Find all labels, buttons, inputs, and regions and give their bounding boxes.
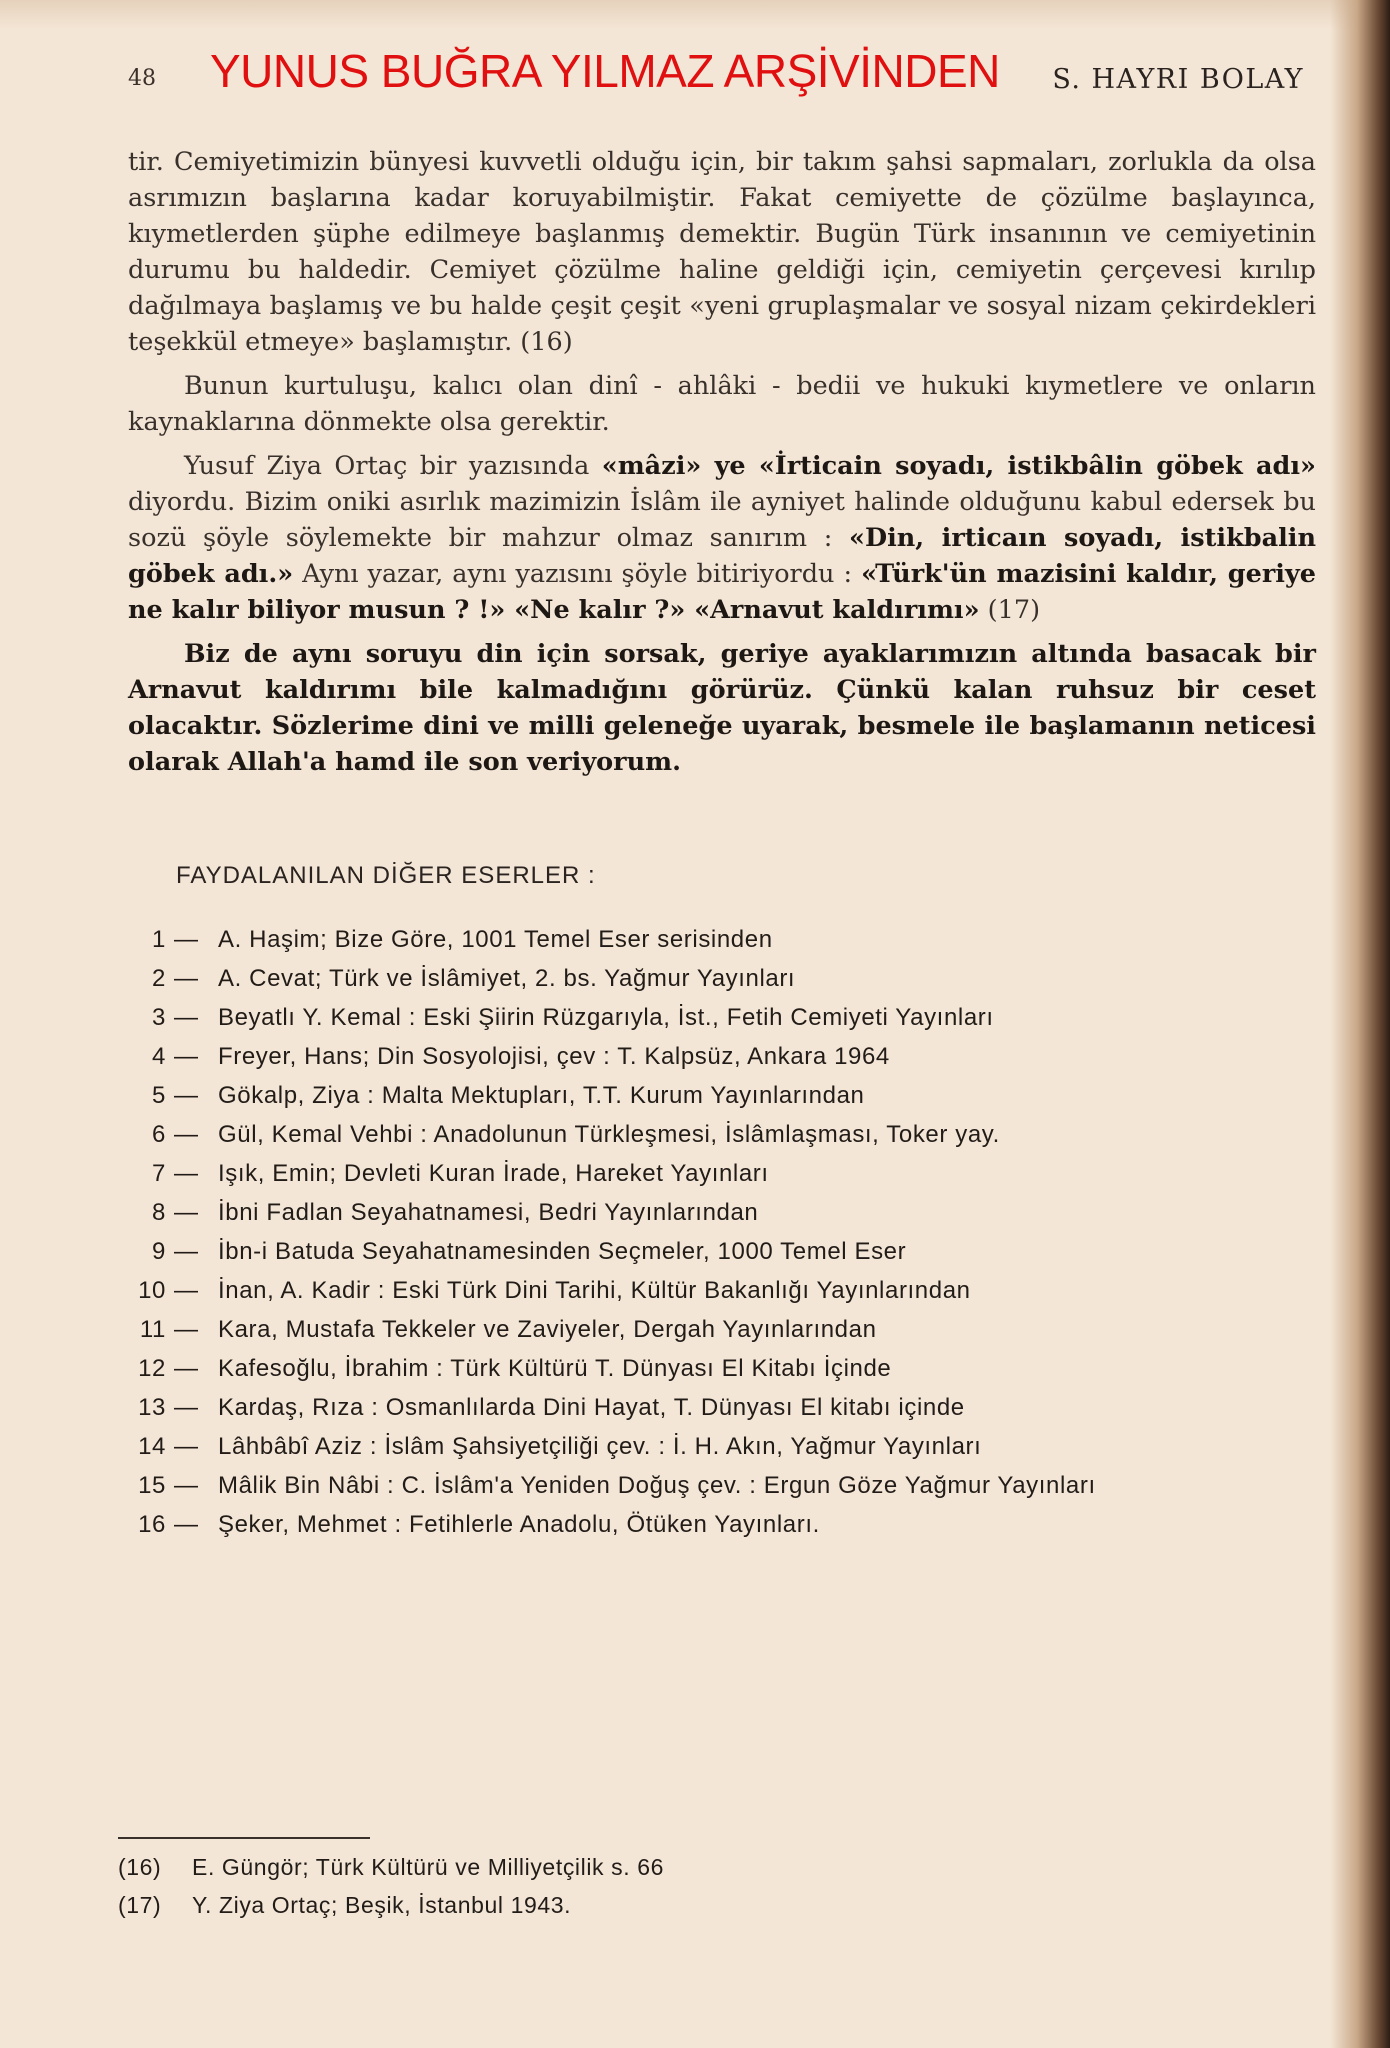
body-paragraph [128, 368, 1316, 440]
footnote-mark: (17) [118, 1892, 162, 1918]
text-run: Bunun kurtuluşu, kalıcı olan dinî - ahlâki - bedii ve hukuki kıymetlere ve onların kaynaklarına dönmekte olsa gerektir. [128, 371, 1316, 437]
bold-text: «mâzi» ye «İrticain soyadı, istikbâlin göbek adı» [601, 451, 1316, 481]
reference-dash: — [174, 1433, 199, 1460]
reference-item [130, 1076, 1310, 1115]
reference-number: 14 [138, 1433, 166, 1460]
reference-text: Kara, Mustafa Tekkeler ve Zaviyeler, Dergah Yayınlarından [218, 1316, 877, 1343]
reference-item [130, 998, 1310, 1037]
reference-dash: — [174, 1355, 199, 1382]
reference-item [130, 1115, 1310, 1154]
reference-text: Gül, Kemal Vehbi : Anadolunun Türkleşmesi, İslâmlaşması, Toker yay. [218, 1121, 1000, 1148]
reference-dash: — [174, 1277, 199, 1304]
reference-item [130, 1271, 1310, 1310]
body-paragraph [128, 636, 1316, 780]
reference-item [130, 1388, 1310, 1427]
text-run: Yusuf Ziya Ortaç bir yazısında [184, 451, 602, 481]
reference-text: Lâhbâbî Aziz : İslâm Şahsiyetçiliği çev. : İ. H. Akın, Yağmur Yayınları [218, 1433, 982, 1460]
running-head: S. HAYRI BOLAY [1052, 64, 1304, 95]
text-run: Aynı yazar, aynı yazısını şöyle bitiriyordu : [293, 559, 862, 589]
reference-number: 5 [152, 1082, 166, 1109]
reference-number: 9 [152, 1238, 166, 1265]
bold-text: «Din, irticaın soyadı, istikbalin göbek adı.» [128, 523, 1317, 589]
text-run: diyordu. Bizim oniki asırlık mazimizin İslâm ile ayniyet halinde olduğunu kabul edersek bu sozü şöyle söylemekte bir mahzur olmaz sanırım : [128, 487, 1316, 553]
reference-dash: — [174, 1394, 199, 1421]
reference-dash: — [174, 1121, 199, 1148]
reference-item [130, 1427, 1310, 1466]
reference-dash: — [174, 1160, 199, 1187]
reference-item [130, 1232, 1310, 1271]
reference-number: 7 [152, 1160, 166, 1187]
page-number: 48 [128, 66, 156, 91]
reference-number: 13 [138, 1394, 166, 1421]
footnote-rule [118, 1837, 370, 1839]
reference-number: 2 [152, 965, 166, 992]
body-text [128, 144, 1316, 788]
page-binding-shadow [1330, 0, 1390, 2048]
reference-text: Freyer, Hans; Din Sosyolojisi, çev : T. Kalpsüz, Ankara 1964 [218, 1043, 890, 1070]
body-paragraph [128, 448, 1316, 628]
reference-dash: — [174, 1472, 199, 1499]
reference-text: İbn-i Batuda Seyahatnamesinden Seçmeler, 1000 Temel Eser [218, 1238, 907, 1265]
reference-number: 8 [152, 1199, 166, 1226]
reference-dash: — [174, 1511, 199, 1538]
reference-number: 6 [152, 1121, 166, 1148]
page-top-shadow [0, 0, 1390, 30]
footnote [118, 1886, 1218, 1924]
footnote-text: E. Güngör; Türk Kültürü ve Milliyetçilik s. 66 [192, 1854, 665, 1880]
reference-item [130, 1310, 1310, 1349]
reference-number: 4 [152, 1043, 166, 1070]
reference-item [130, 1154, 1310, 1193]
reference-number: 3 [152, 1004, 166, 1031]
bold-text: Biz de aynı soruyu din için sorsak, geriye ayaklarımızın altında basacak bir Arnavut kaldırımı bile kalmadığını görürüz. Çünkü kalan ruhsuz bir ceset olacaktır. Sözlerime dini ve milli geleneğe uyarak, besmele ile başlamanın neticesi olarak Allah'a hamd ile son veriyorum. [128, 639, 1316, 777]
reference-item [130, 1505, 1310, 1544]
reference-number: 16 [138, 1511, 166, 1538]
reference-number: 10 [138, 1277, 166, 1304]
reference-text: Kardaş, Rıza : Osmanlılarda Dini Hayat, T. Dünyası El kitabı içinde [218, 1394, 965, 1421]
text-run: (17) [979, 595, 1041, 625]
references-list [130, 920, 1310, 1544]
reference-item [130, 1349, 1310, 1388]
archive-stamp: YUNUS BUĞRA YILMAZ ARŞİVİNDEN [210, 45, 1000, 97]
reference-text: A. Cevat; Türk ve İslâmiyet, 2. bs. Yağmur Yayınları [218, 965, 796, 992]
reference-item [130, 959, 1310, 998]
reference-text: Mâlik Bin Nâbi : C. İslâm'a Yeniden Doğuş çev. : Ergun Göze Yağmur Yayınları [218, 1472, 1096, 1499]
reference-number: 12 [138, 1355, 166, 1382]
footnote-text: Y. Ziya Ortaç; Beşik, İstanbul 1943. [192, 1892, 572, 1918]
reference-text: A. Haşim; Bize Göre, 1001 Temel Eser serisinden [218, 926, 773, 953]
reference-text: Gökalp, Ziya : Malta Mektupları, T.T. Kurum Yayınlarından [218, 1082, 865, 1109]
reference-dash: — [174, 1316, 199, 1343]
bold-text: «Türk'ün mazisini kaldır, geriye ne kalır biliyor musun ? !» «Ne kalır ?» «Arnavut kaldırımı» [128, 559, 1317, 625]
reference-text: Işık, Emin; Devleti Kuran İrade, Hareket Yayınları [218, 1160, 769, 1187]
footnotes [118, 1848, 1218, 1924]
reference-number: 1 [152, 926, 166, 953]
page-header [128, 44, 1304, 104]
reference-number: 11 [139, 1316, 166, 1343]
reference-number: 15 [138, 1472, 166, 1499]
footnote-mark: (16) [118, 1854, 162, 1880]
reference-text: Şeker, Mehmet : Fetihlerle Anadolu, Ötüken Yayınları. [218, 1511, 820, 1538]
reference-dash: — [174, 1043, 199, 1070]
reference-item [130, 920, 1310, 959]
reference-text: İnan, A. Kadir : Eski Türk Dini Tarihi, Kültür Bakanlığı Yayınlarından [218, 1277, 971, 1304]
reference-dash: — [174, 1082, 199, 1109]
text-run: tir. Cemiyetimizin bünyesi kuvvetli olduğu için, bir takım şahsi sapmaları, zorlukla da olsa asrımızın başlarına kadar koruyabilmiştir. Fakat cemiyette de çözülme başlayınca, kıymetlerden şüphe edilmeye başlanmış demektir. Bugün Türk insanının ve cemiyetinin durumu bu haldedir. Cemiyet çözülme haline geldiği için, cemiyetin çerçevesi kırılıp dağılmaya başlamış ve bu halde çeşit çeşit «yeni gruplaşmalar ve sosyal nizam çekirdekleri teşekkül etmeye» başlamıştır. (16) [128, 147, 1316, 357]
references-heading: FAYDALANILAN DİĞER ESERLER : [176, 862, 596, 889]
reference-dash: — [174, 1238, 199, 1265]
reference-dash: — [174, 965, 199, 992]
reference-text: İbni Fadlan Seyahatnamesi, Bedri Yayınlarından [218, 1199, 759, 1226]
reference-item [130, 1193, 1310, 1232]
reference-dash: — [174, 926, 199, 953]
footnote [118, 1848, 1218, 1886]
reference-dash: — [174, 1004, 199, 1031]
reference-item [130, 1466, 1310, 1505]
reference-text: Kafesoğlu, İbrahim : Türk Kültürü T. Dünyası El Kitabı İçinde [218, 1355, 892, 1382]
reference-dash: — [174, 1199, 199, 1226]
reference-text: Beyatlı Y. Kemal : Eski Şiirin Rüzgarıyla, İst., Fetih Cemiyeti Yayınları [218, 1004, 994, 1031]
reference-item [130, 1037, 1310, 1076]
body-paragraph [128, 144, 1316, 360]
